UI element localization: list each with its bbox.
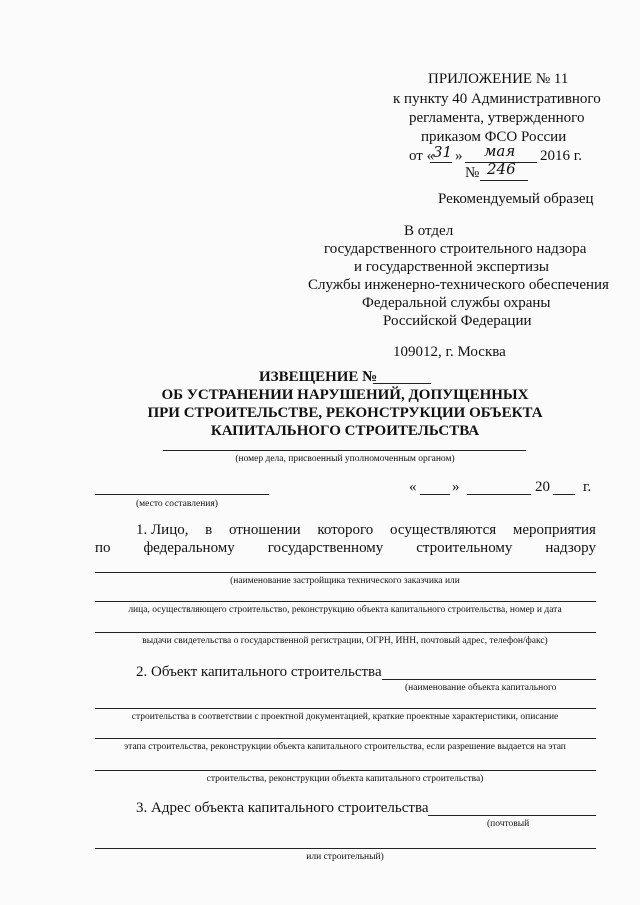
section-1-caption-3: выдачи свидетельства о государственной регистрации, ОГРН, ИНН, почтовый адрес, телефон/факс) — [142, 636, 548, 646]
appendix-date-year: 2016 г. — [540, 148, 582, 164]
appendix-date-month: мая — [484, 142, 516, 160]
appendix-date-day: 31 — [433, 143, 453, 161]
addressee-city: 109012, г. Москва — [393, 344, 506, 360]
addressee-line-6: Российской Федерации — [383, 313, 532, 329]
date-day-blank — [420, 494, 450, 495]
word: строительному — [416, 540, 513, 556]
section-2-caption-1: (наименование объекта капитального — [405, 683, 557, 693]
section-1-field-line-2 — [95, 601, 596, 602]
word: федеральному — [143, 540, 235, 556]
heading-line-2: ОБ УСТРАНЕНИИ НАРУШЕНИЙ, ДОПУЩЕННЫХ — [161, 387, 529, 403]
date-open-quote: « — [409, 479, 417, 495]
addressee-line-2: государственного строительного надзора — [324, 241, 587, 257]
heading-line-4: КАПИТАЛЬНОГО СТРОИТЕЛЬСТВА — [210, 423, 480, 439]
section-1-caption-1: (наименование застройщика технического заказчика или — [230, 576, 460, 586]
section-1-field-line-1 — [95, 572, 596, 573]
section-3-field-line-0 — [428, 815, 596, 816]
word: отношении — [228, 522, 301, 538]
section-2-caption-2: строительства в соответствии с проектной документацией, краткие проектные характеристики, описание — [131, 712, 559, 722]
word: по — [95, 540, 111, 556]
appendix-title: ПРИЛОЖЕНИЕ № 11 — [428, 71, 569, 87]
appendix-number-prefix: № — [465, 165, 480, 181]
word: которого — [317, 522, 374, 538]
heading-line-1: ИЗВЕЩЕНИЕ № — [259, 369, 378, 385]
addressee-line-3: и государственной экспертизы — [354, 259, 550, 275]
addressee-line-4: Службы инженерно-технического обеспечения — [308, 277, 609, 293]
date-century: 20 — [535, 479, 550, 495]
addressee-line-1: В отдел — [404, 223, 454, 239]
section-2-caption-3: этапа строительства, реконструкции объекта капитального строительства, если разрешение выдается на этап — [124, 742, 566, 752]
notice-number-line — [373, 383, 431, 384]
section-2-label: 2. Объект капитального строительства — [136, 664, 382, 680]
date-year-suffix: г. — [583, 479, 592, 495]
word: осуществляются — [389, 522, 497, 538]
section-2-field-line-3 — [95, 770, 596, 771]
section-3-caption-2: или строительный) — [306, 852, 384, 862]
word: 1. Лицо, — [136, 522, 189, 538]
section-3-field-line-1 — [95, 848, 596, 849]
word: в — [205, 522, 213, 538]
date-close-quote: » — [452, 479, 460, 495]
addressee-line-5: Федеральной службы охраны — [362, 295, 551, 311]
section-3-caption-1: (почтовый — [487, 819, 530, 829]
heading-line-3: ПРИ СТРОИТЕЛЬСТВЕ, РЕКОНСТРУКЦИИ ОБЪЕКТА — [147, 405, 543, 421]
section-2-caption-4: строительства, реконструкции объекта капитального строительства) — [206, 774, 484, 784]
date-day-line — [430, 162, 452, 163]
appendix-line-3: приказом ФСО России — [421, 129, 567, 145]
place-caption: (место составления) — [136, 499, 218, 509]
section-1-line-2 — [95, 539, 596, 557]
recommended-sample: Рекомендуемый образец — [438, 191, 594, 207]
date-year-blank — [553, 494, 575, 495]
place-line — [95, 494, 269, 495]
appendix-date-mid: » — [455, 148, 463, 164]
case-number-caption: (номер дела, присвоенный уполномоченным органом) — [235, 454, 455, 464]
section-3-label: 3. Адрес объекта капитального строительства — [136, 800, 429, 816]
section-2-field-line-1 — [95, 708, 596, 709]
word: государственному — [267, 540, 384, 556]
section-2-field-line-2 — [95, 738, 596, 739]
section-1-line-1 — [136, 521, 596, 539]
date-month-blank — [467, 494, 531, 495]
appendix-date-prefix: от « — [409, 148, 435, 164]
word: надзору — [545, 540, 596, 556]
section-2-field-line-0 — [382, 679, 596, 680]
appendix-line-2: регламента, утвержденного — [409, 110, 585, 126]
word: мероприятия — [512, 522, 596, 538]
number-line — [480, 180, 528, 181]
case-number-line — [163, 450, 526, 451]
appendix-number-value: 246 — [487, 160, 516, 178]
section-1-field-line-3 — [95, 632, 596, 633]
section-1-caption-2: лица, осуществляющего строительство, реконструкцию объекта капитального строительства, номер и дата — [128, 605, 562, 615]
appendix-line-1: к пункту 40 Административного — [393, 91, 601, 107]
